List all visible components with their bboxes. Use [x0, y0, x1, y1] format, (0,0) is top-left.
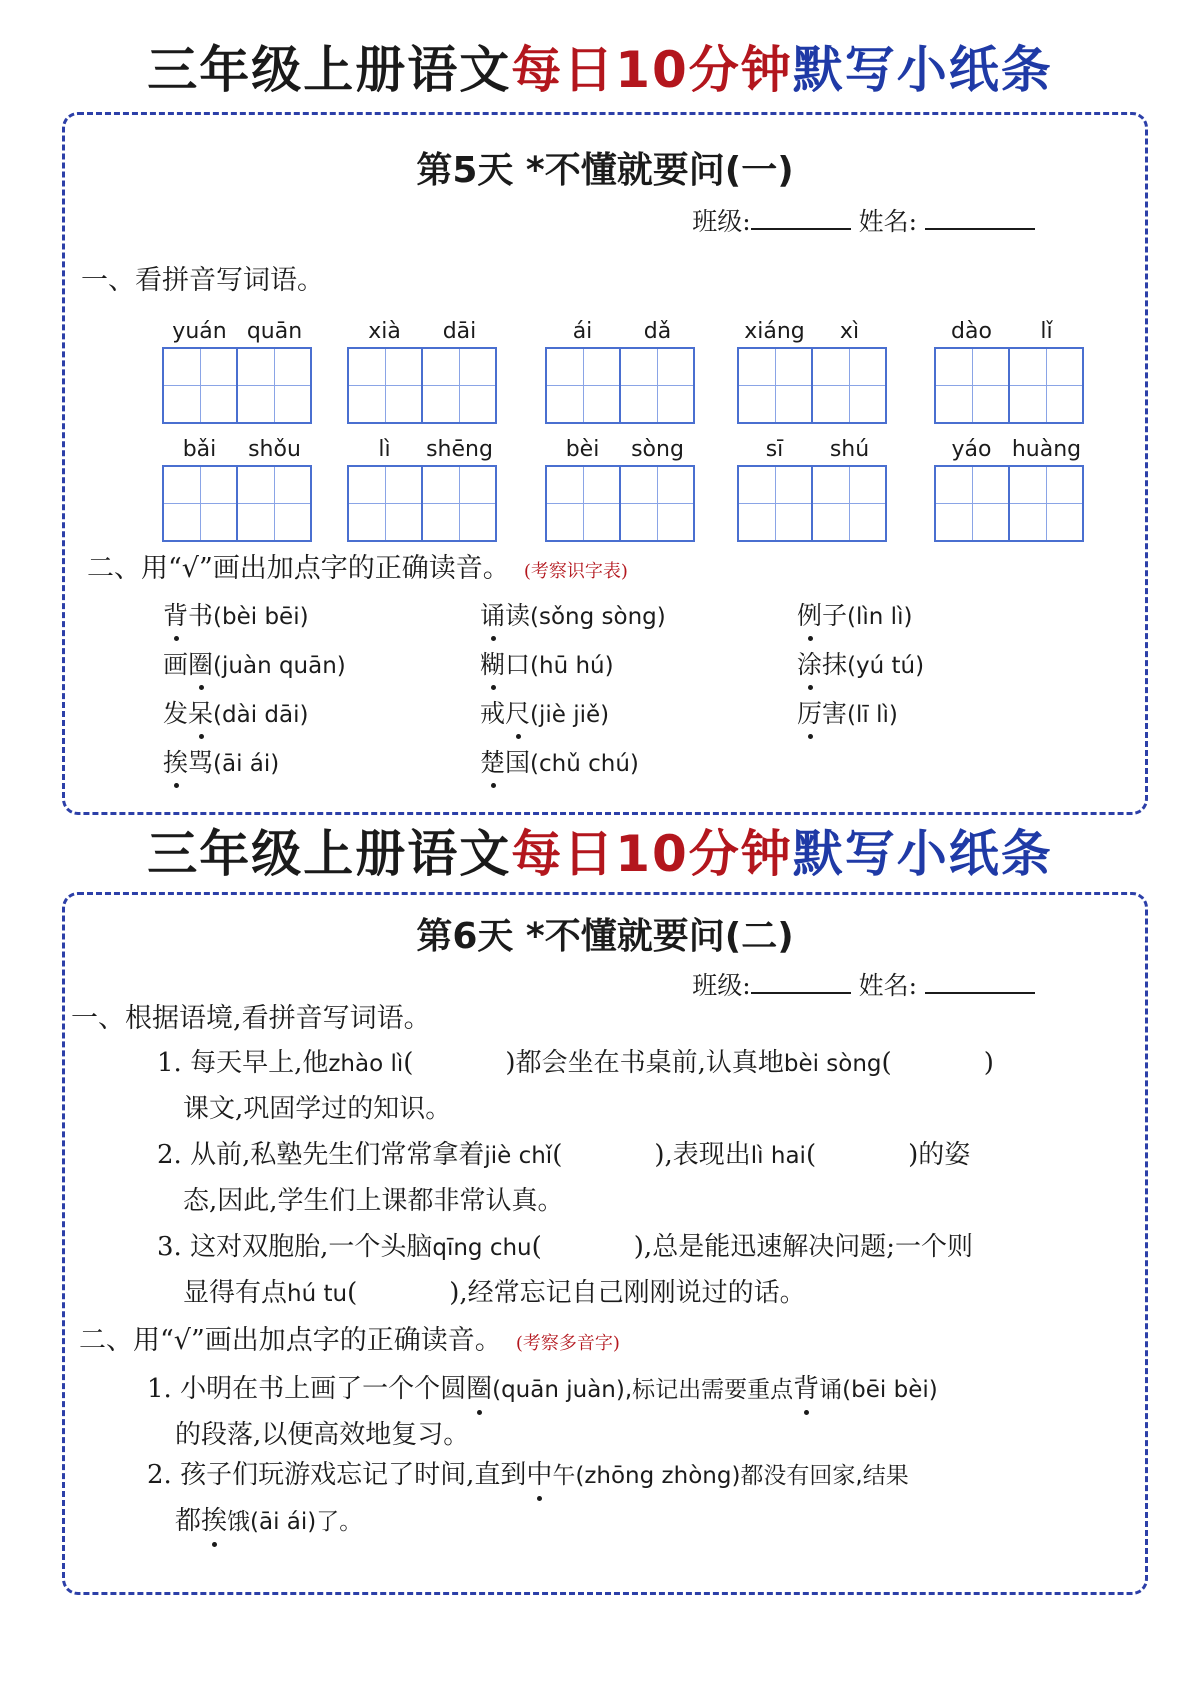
reading-char2: 害 [822, 699, 848, 728]
pinyin-label: bǎi [182, 437, 217, 462]
writing-box[interactable] [238, 465, 312, 542]
pinyin-group [347, 319, 497, 424]
q1-pinyin-a: zhào lì [328, 1051, 404, 1077]
context-question-3 [157, 1229, 973, 1266]
worksheet-card-day5 [62, 112, 1148, 815]
reading-char1: 诵 [480, 601, 506, 630]
dotted-char [797, 648, 822, 682]
q2-pinyin-b: lì hai [750, 1143, 806, 1169]
reading-item [480, 648, 614, 683]
reading-char1: 戒 [480, 699, 506, 728]
pinyin-label: sòng [631, 437, 684, 462]
reading-char1: 厉 [797, 699, 823, 728]
poly-question-1-cont: 的段落,以便高效地复习。 [175, 1420, 470, 1450]
writing-box[interactable] [813, 465, 887, 542]
name-label: 姓名: [858, 971, 918, 1000]
reading-char1: 例 [797, 601, 823, 630]
writing-box[interactable] [347, 465, 423, 542]
emphasis-dot [199, 734, 204, 739]
q2-pinyin-a: jiè chǐ [484, 1143, 553, 1169]
p2-dot-char-2: 挨 [201, 1506, 228, 1536]
reading-item [163, 648, 346, 683]
dotted-char [480, 746, 505, 780]
writing-box[interactable] [162, 347, 238, 424]
reading-char2: 口 [505, 650, 531, 679]
section2-note: (考察多音字) [515, 1333, 620, 1354]
dotted-char [526, 1457, 552, 1493]
q3-pinyin-b: hú tu [287, 1281, 348, 1307]
dotted-char [466, 1371, 492, 1407]
reading-char2: 抹 [822, 650, 848, 679]
emphasis-dot [516, 734, 521, 739]
reading-char1: 挨 [163, 748, 189, 777]
reading-item [163, 746, 279, 781]
reading-char2: 子 [822, 601, 848, 630]
reading-options[interactable]: (jiè jiě) [530, 702, 610, 728]
p2-options[interactable]: 午(zhōng zhòng)都没有回家,结果 [552, 1463, 909, 1489]
reading-options[interactable]: (āi ái) [213, 751, 280, 777]
writing-box[interactable] [737, 465, 813, 542]
reading-char1: 发 [163, 699, 189, 728]
emphasis-dot [199, 685, 204, 690]
reading-char1: 背 [163, 601, 189, 630]
dotted-char [201, 1503, 227, 1539]
emphasis-dot [804, 1410, 809, 1415]
reading-item [797, 697, 898, 732]
dotted-char [163, 746, 188, 780]
pinyin-group [737, 319, 887, 424]
q1-pinyin-b: bèi sòng [783, 1051, 882, 1077]
p2-text: 2. 孩子们玩游戏忘记了时间,直到 [147, 1460, 527, 1490]
pinyin-label: yuán [172, 319, 227, 344]
dotted-char [480, 599, 505, 633]
p1-options-2[interactable]: 诵(bēi bèi) [819, 1377, 938, 1403]
writing-box[interactable] [423, 465, 497, 542]
emphasis-dot [491, 685, 496, 690]
q1-text: 1. 每天早上,他 [157, 1048, 329, 1078]
pinyin-label: dǎ [643, 319, 672, 344]
q1-mid: )都会坐在书桌前,认真地 [505, 1048, 784, 1078]
pinyin-group [347, 437, 497, 542]
q3-open-b: ( [347, 1278, 358, 1308]
emphasis-dot [477, 1410, 482, 1415]
dotted-char [505, 697, 530, 731]
p1-text: 1. 小明在书上画了一个个圆 [147, 1374, 467, 1404]
writing-box[interactable] [238, 347, 312, 424]
pinyin-label: shēng [426, 437, 493, 462]
section2-note: (考察识字表) [523, 561, 628, 582]
writing-box[interactable] [1010, 347, 1084, 424]
emphasis-dot [808, 685, 813, 690]
main-title-part2: 每日10分钟 [511, 41, 793, 99]
day-title: 第6天 *不懂就要问(二) [416, 916, 794, 957]
writing-box[interactable] [545, 347, 621, 424]
main-title [0, 40, 1200, 100]
q3-open: ( [531, 1232, 542, 1262]
context-question-1-cont: 课文,巩固学过的知识。 [183, 1094, 452, 1124]
reading-char2: 书 [188, 601, 214, 630]
reading-char1: 楚 [480, 748, 506, 777]
reading-item [797, 648, 924, 683]
reading-options[interactable]: (lī lì) [847, 702, 898, 728]
q3-pinyin-a: qīng chu [432, 1235, 532, 1261]
reading-item [163, 697, 308, 732]
dotted-char [797, 697, 822, 731]
name-label: 姓名: [858, 207, 918, 236]
reading-item [797, 599, 912, 634]
writing-box[interactable] [347, 347, 423, 424]
reading-item [480, 697, 609, 732]
writing-box[interactable] [621, 465, 695, 542]
writing-box[interactable] [621, 347, 695, 424]
reading-char2: 尺 [505, 699, 531, 728]
dotted-char [793, 1371, 819, 1407]
reading-char2: 读 [505, 601, 531, 630]
reading-char2: 呆 [188, 699, 214, 728]
reading-item [163, 599, 309, 634]
reading-item [480, 599, 666, 634]
q2-open: ( [552, 1140, 563, 1170]
writing-box[interactable] [813, 347, 887, 424]
q1-open-b: ( [881, 1048, 892, 1078]
emphasis-dot [174, 783, 179, 788]
pinyin-group [162, 437, 312, 542]
worksheet-card-day6 [62, 892, 1148, 1595]
pinyin-label: huàng [1011, 437, 1082, 462]
p2-cont-text: 都 [175, 1506, 202, 1536]
emphasis-dot [808, 636, 813, 641]
context-question-3-cont [183, 1275, 806, 1312]
main-title [0, 824, 1200, 884]
section1-heading: 一、看拼音写词语。 [81, 265, 324, 296]
pinyin-label: xiáng [744, 319, 805, 344]
name-blank[interactable] [925, 966, 1035, 994]
section2-heading-text: 二、用“√”画出加点字的正确读音。 [79, 1325, 502, 1356]
q3-cont-text: 显得有点 [183, 1278, 288, 1308]
reading-options[interactable]: (yú tú) [847, 653, 925, 679]
emphasis-dot [537, 1496, 542, 1501]
class-blank[interactable] [751, 966, 851, 994]
q3-mid: ),总是能迅速解决问题;一个则 [633, 1232, 973, 1262]
p2-options-2[interactable]: 饿(āi ái)了。 [227, 1509, 363, 1535]
reading-char2: 国 [505, 748, 531, 777]
reading-char1: 涂 [797, 650, 823, 679]
section2-heading [87, 551, 628, 590]
pinyin-label: shú [829, 437, 870, 462]
pinyin-group [934, 437, 1084, 542]
pinyin-label: lì [378, 437, 391, 462]
context-question-2-cont: 态,因此,学生们上课都非常认真。 [183, 1186, 564, 1216]
p1-dot-char-2: 背 [793, 1374, 820, 1404]
writing-box[interactable] [545, 465, 621, 542]
writing-box[interactable] [423, 347, 497, 424]
pinyin-label: xì [839, 319, 860, 344]
q3-end: ),经常忘记自己刚刚说过的话。 [449, 1278, 806, 1308]
dotted-char [163, 599, 188, 633]
emphasis-dot [212, 1542, 217, 1547]
reading-options[interactable]: (hū hú) [530, 653, 614, 679]
pinyin-label: dào [951, 319, 992, 344]
writing-box[interactable] [1010, 465, 1084, 542]
section1-heading: 一、根据语境,看拼音写词语。 [71, 1003, 431, 1034]
name-blank[interactable] [925, 202, 1035, 230]
poly-question-2-cont [175, 1503, 362, 1540]
class-name-line [692, 966, 1035, 1003]
main-title-part1: 三年级上册语文 [147, 825, 512, 883]
pinyin-group [162, 319, 312, 424]
reading-options[interactable]: (lìn lì) [847, 604, 913, 630]
section2-heading [79, 1323, 620, 1362]
p1-dot-char: 圈 [466, 1374, 493, 1404]
q2-text: 2. 从前,私塾先生们常常拿着 [157, 1140, 485, 1170]
writing-box[interactable] [934, 465, 1010, 542]
reading-options[interactable]: (sǒng sòng) [530, 604, 666, 630]
reading-char1: 画 [163, 650, 189, 679]
pinyin-label: xià [368, 319, 401, 344]
main-title-part1: 三年级上册语文 [147, 41, 512, 99]
class-blank[interactable] [751, 202, 851, 230]
reading-char2: 圈 [188, 650, 214, 679]
context-question-2 [157, 1137, 970, 1174]
context-question-1 [157, 1045, 994, 1082]
q2-open-b: ( [805, 1140, 817, 1170]
writing-box[interactable] [934, 347, 1010, 424]
dotted-char [480, 648, 505, 682]
pinyin-label: sī [765, 437, 784, 462]
reading-char1: 糊 [480, 650, 506, 679]
class-label: 班级: [692, 971, 751, 1000]
dotted-char [188, 697, 213, 731]
emphasis-dot [174, 636, 179, 641]
pinyin-label: dāi [442, 319, 477, 344]
reading-options[interactable]: (chǔ chú) [530, 751, 639, 777]
class-label: 班级: [692, 207, 751, 236]
class-name-line [692, 202, 1035, 239]
main-title-part2: 每日10分钟 [511, 825, 793, 883]
pinyin-label: bèi [565, 437, 600, 462]
q2-end: )的姿 [908, 1140, 971, 1170]
p2-dot-char: 中 [526, 1460, 553, 1490]
pinyin-label: shǒu [248, 437, 301, 462]
main-title-part3: 默写小纸条 [792, 41, 1053, 99]
dotted-char [797, 599, 822, 633]
writing-box[interactable] [162, 465, 238, 542]
pinyin-label: yáo [951, 437, 992, 462]
section2-heading-text: 二、用“√”画出加点字的正确读音。 [87, 553, 510, 584]
q1-close-b: ) [983, 1048, 994, 1078]
p1-options[interactable]: (quān juàn),标记出需要重点 [492, 1377, 794, 1403]
emphasis-dot [491, 783, 496, 788]
day-title: 第5天 *不懂就要问(一) [416, 150, 794, 191]
reading-options[interactable]: (dài dāi) [213, 702, 309, 728]
pinyin-group [934, 319, 1084, 424]
pinyin-label: lǐ [1040, 319, 1053, 344]
emphasis-dot [808, 734, 813, 739]
pinyin-label: ái [572, 319, 593, 344]
q1-open: ( [403, 1048, 414, 1078]
writing-box[interactable] [737, 347, 813, 424]
pinyin-group [737, 437, 887, 542]
reading-options[interactable]: (bèi bēi) [213, 604, 309, 630]
dotted-char [188, 648, 213, 682]
reading-options[interactable]: (juàn quān) [213, 653, 346, 679]
pinyin-label: quān [246, 319, 303, 344]
pinyin-group [545, 319, 695, 424]
main-title-part3: 默写小纸条 [792, 825, 1053, 883]
poly-question-1 [147, 1371, 938, 1408]
reading-char2: 骂 [188, 748, 214, 777]
reading-item [480, 746, 639, 781]
poly-question-2 [147, 1457, 909, 1494]
q3-text: 3. 这对双胞胎,一个头脑 [157, 1232, 433, 1262]
pinyin-group [545, 437, 695, 542]
emphasis-dot [491, 636, 496, 641]
q2-mid: ),表现出 [654, 1140, 751, 1170]
